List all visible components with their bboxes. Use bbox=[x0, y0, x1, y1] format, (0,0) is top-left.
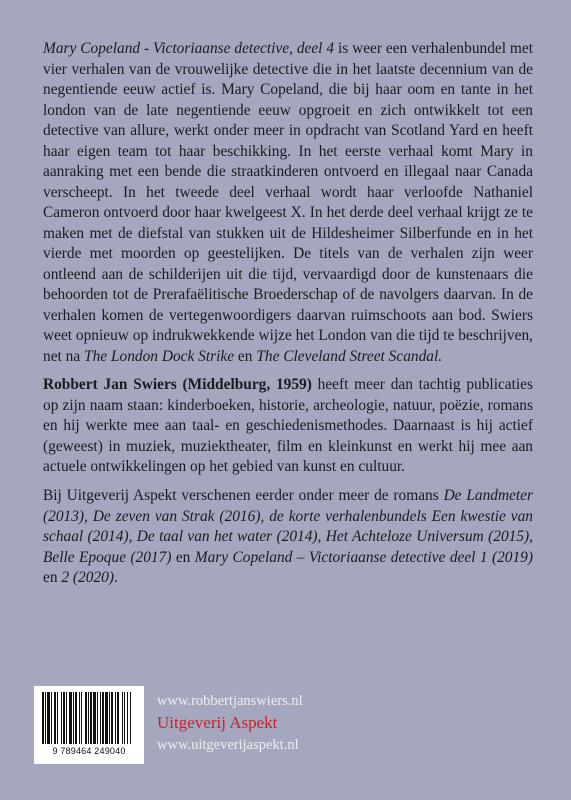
barcode-bar bbox=[117, 692, 119, 744]
barcode-bar bbox=[88, 692, 89, 744]
barcode-bar bbox=[42, 692, 44, 744]
barcode-bar bbox=[124, 692, 125, 744]
barcode-bar bbox=[81, 692, 82, 744]
dock-strike-title: The London Dock Strike bbox=[84, 347, 235, 365]
earlier-works bbox=[43, 486, 533, 589]
barcode-bar bbox=[93, 692, 96, 744]
blurb-conjunction: en bbox=[234, 347, 257, 365]
barcode-bar bbox=[130, 692, 131, 744]
barcode-bar bbox=[57, 692, 58, 744]
barcode-bar bbox=[79, 692, 80, 744]
footer-links bbox=[157, 690, 303, 756]
earlier-end: . bbox=[113, 569, 118, 586]
barcode-icon bbox=[40, 692, 138, 744]
barcode-bar bbox=[111, 692, 113, 744]
earlier-works-list: De Landmeter (2013), De zeven van Strak (2016), de korte verhalenbundels Een kwestie van schaal (2014), De taal van het water (2014), Het Achteloze Universum (2015), Belle Epoque (2017) bbox=[43, 487, 534, 566]
author-website-link[interactable]: www.robbertjanswiers.nl bbox=[157, 693, 303, 709]
series-title: Mary Copeland - Victoriaanse detective, deel 4 bbox=[43, 40, 335, 57]
isbn-number: 9 789464 249040 bbox=[52, 746, 126, 756]
barcode-bar bbox=[54, 692, 56, 744]
barcode-bar bbox=[105, 692, 108, 744]
author-bio bbox=[43, 375, 533, 478]
earlier-conjunction: en bbox=[171, 548, 195, 566]
cleveland-scandal-title: The Cleveland Street Scandal. bbox=[256, 347, 443, 365]
blurb-text: is weer een verhalenbundel met vier verhalen van de vrouwelijke detective die in het laatste decennium van de negentiende eeuw actief is. Mary Copeland, die bij haar oom en tante in het london van de late negentiende eeuw opgroeit en zich ontwikkelt tot een detective van allure, werkt onder meer in opdracht van Scotland Yard en heeft haar eigen team tot haar beschikking. In het eerste verhaal komt Mary in aanraking met een bende die straatkinderen ontvoerd en illegaal naar Canada verscheept. In het tweede deel verhaal wordt haar verloofde Nathaniel Cameron ontvoerd door haar kwelgeest X. In het derde deel verhaal krijgt ze te maken met de diefstal van stukken uit de Hildesheimer Silberfunde en in het vierde met moorden op geestelijken. De titels van de verhalen zijn weer ontleend aan de schilderijen uit die tijd, vervaardigd door de kunstenaars die behoorden tot de Prerafaëlitische Broederschap of de navolgers daarvan. In de verhalen komen de vertegenwoordigers daarvan ruimschoots aan bod. Swiers weet opnieuw op indrukwekkende wijze het London van die tijd te beschrijven, net na bbox=[43, 40, 533, 365]
author-bio-text: heeft meer dan tachtig publicaties op zijn naam staan: kinderboeken, historie, archeologie, natuur, poëzie, romans en hij werkte mee aan taal- en geschiedenismethodes. Daarnaast is hij actief (geweest) in muziek, muziektheater, film en kleinkunst en werkt hij mee aan actuele ontwikkelingen op het gebied van kunst en cultuur. bbox=[43, 376, 534, 475]
barcode-bar bbox=[102, 692, 104, 744]
barcode-bar bbox=[109, 692, 110, 744]
barcode-bar bbox=[85, 692, 87, 744]
earlier-conjunction-2: en bbox=[43, 569, 62, 586]
barcode-bar bbox=[127, 692, 128, 744]
publisher-name: Uitgeverij Aspekt bbox=[157, 713, 278, 732]
series-reference: Mary Copeland – Victoriaanse detective deel 1 (2019) bbox=[194, 548, 533, 566]
author-name: Robbert Jan Swiers (Middelburg, 1959) bbox=[43, 376, 312, 393]
barcode-bar bbox=[75, 692, 77, 744]
barcode-bar bbox=[47, 692, 50, 744]
barcode-bar bbox=[115, 692, 116, 744]
blurb-paragraph bbox=[43, 39, 533, 367]
barcode-bar bbox=[63, 692, 65, 744]
barcode-label bbox=[34, 686, 144, 764]
barcode-bar bbox=[66, 692, 67, 744]
barcode-bar bbox=[61, 692, 62, 744]
barcode-bar bbox=[122, 692, 123, 744]
barcode-bar bbox=[69, 692, 72, 744]
barcode-bar bbox=[90, 692, 92, 744]
barcode-bar bbox=[45, 692, 46, 744]
barcode-bar bbox=[100, 692, 101, 744]
publisher-website-link[interactable]: www.uitgeverijaspekt.nl bbox=[157, 737, 299, 753]
barcode-bar bbox=[51, 692, 52, 744]
earlier-intro: Bij Uitgeverij Aspekt verschenen eerder onder meer de romans bbox=[43, 487, 444, 504]
barcode-bar bbox=[97, 692, 98, 744]
series-reference-2: 2 (2020) bbox=[61, 569, 114, 586]
barcode-bar bbox=[73, 692, 74, 744]
